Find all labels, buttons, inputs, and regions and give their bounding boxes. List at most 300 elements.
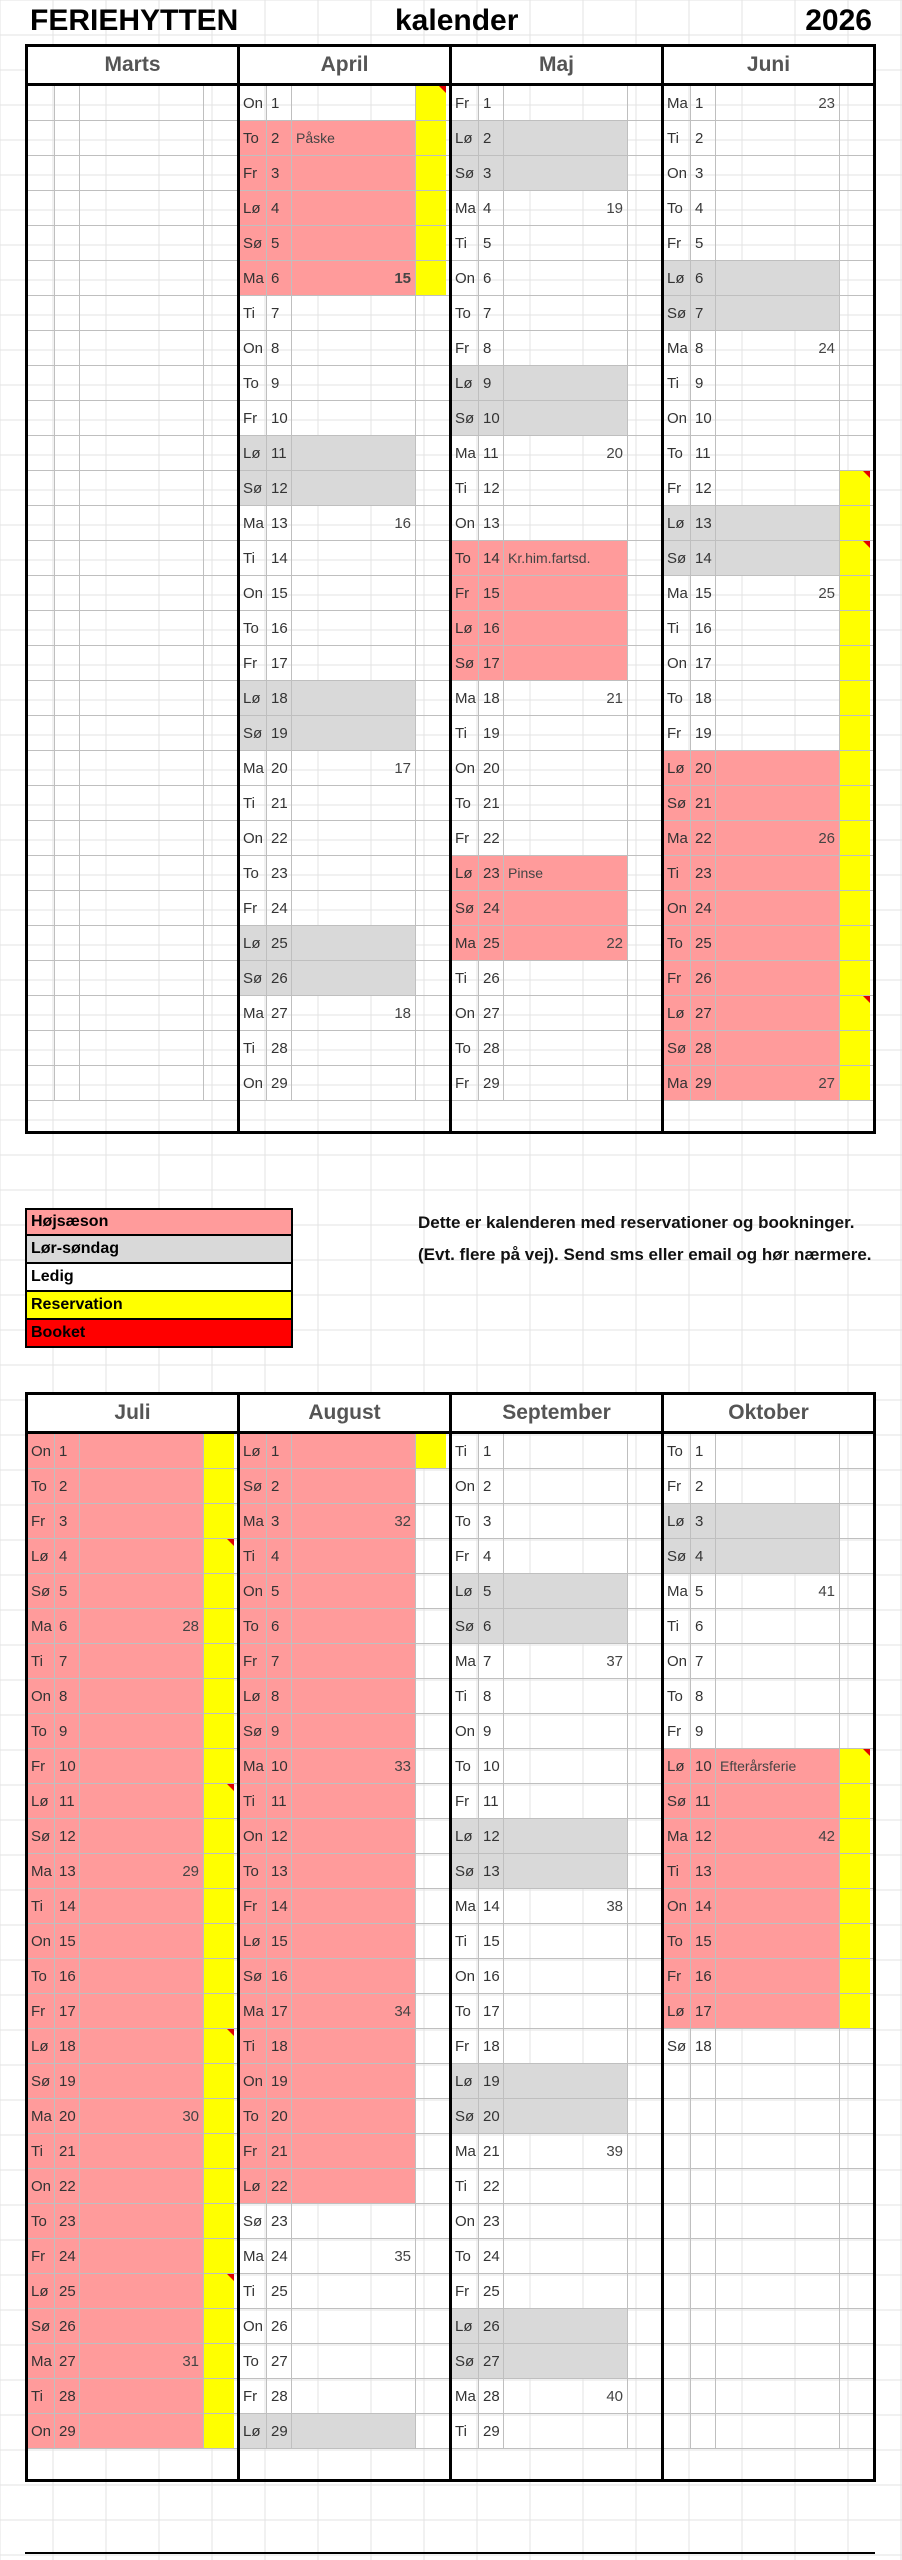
- day-row[interactable]: [240, 751, 449, 786]
- weekday-cell: On: [664, 646, 691, 680]
- day-row[interactable]: [452, 681, 661, 716]
- day-row[interactable]: [452, 961, 661, 996]
- reservation-cell: [416, 996, 446, 1030]
- day-row[interactable]: [664, 1434, 873, 1469]
- reservation-cell: [416, 366, 446, 400]
- day-row[interactable]: [664, 576, 873, 611]
- day-row[interactable]: [664, 296, 873, 331]
- day-row[interactable]: [28, 1749, 237, 1784]
- day-row[interactable]: [28, 1714, 237, 1749]
- day-row[interactable]: [28, 2169, 237, 2204]
- day-row[interactable]: [240, 1784, 449, 1819]
- weekday-cell: Lø: [240, 1434, 267, 1468]
- weekday-cell: On: [452, 751, 479, 785]
- day-number-cell: 10: [691, 401, 716, 435]
- day-row[interactable]: [240, 576, 449, 611]
- week-number: 22: [606, 934, 623, 952]
- day-info-cell: [292, 2379, 416, 2413]
- day-info-cell: [292, 366, 416, 400]
- weekday-cell: Sø: [452, 1854, 479, 1888]
- day-row[interactable]: [240, 331, 449, 366]
- day-row[interactable]: [28, 2239, 237, 2274]
- day-row[interactable]: [452, 2309, 661, 2344]
- day-row[interactable]: [452, 2169, 661, 2204]
- day-row[interactable]: [452, 1066, 661, 1101]
- day-row[interactable]: [28, 1889, 237, 1924]
- day-row[interactable]: [452, 541, 661, 576]
- day-row[interactable]: [240, 2379, 449, 2414]
- day-row[interactable]: [28, 2134, 237, 2169]
- weekday-cell: Sø: [664, 2029, 691, 2063]
- day-row[interactable]: [28, 2414, 237, 2449]
- day-row[interactable]: [664, 121, 873, 156]
- reservation-cell: [628, 366, 658, 400]
- day-row[interactable]: [452, 821, 661, 856]
- day-row[interactable]: [664, 86, 873, 121]
- day-row[interactable]: [28, 2309, 237, 2344]
- day-row[interactable]: [240, 261, 449, 296]
- reservation-cell: [416, 2169, 446, 2203]
- day-row[interactable]: [452, 751, 661, 786]
- day-row[interactable]: [240, 2344, 449, 2379]
- day-row[interactable]: [664, 541, 873, 576]
- day-row[interactable]: [240, 156, 449, 191]
- reservation-cell: [416, 1749, 446, 1783]
- day-row[interactable]: [452, 926, 661, 961]
- day-row[interactable]: [28, 1679, 237, 1714]
- day-row[interactable]: [240, 1469, 449, 1504]
- day-row[interactable]: [240, 716, 449, 751]
- weekday-cell: [664, 2134, 691, 2168]
- day-row[interactable]: [240, 961, 449, 996]
- reservation-cell: [628, 751, 658, 785]
- day-row[interactable]: [240, 226, 449, 261]
- weekday-cell: Sø: [452, 1609, 479, 1643]
- reservation-cell: [628, 1066, 658, 1100]
- day-row[interactable]: [240, 86, 449, 121]
- day-row[interactable]: [240, 996, 449, 1031]
- day-row[interactable]: [664, 891, 873, 926]
- day-row[interactable]: [240, 2169, 449, 2204]
- day-row[interactable]: [452, 716, 661, 751]
- day-row[interactable]: [664, 1574, 873, 1609]
- day-row[interactable]: [452, 1889, 661, 1924]
- day-info-cell: [292, 1504, 416, 1538]
- reservation-cell: [204, 926, 234, 960]
- day-row[interactable]: [28, 1469, 237, 1504]
- day-row[interactable]: [240, 1994, 449, 2029]
- day-row[interactable]: [240, 1924, 449, 1959]
- day-row[interactable]: [240, 1609, 449, 1644]
- weekday-cell: Fr: [240, 401, 267, 435]
- reservation-cell: [416, 926, 446, 960]
- day-info-cell: [292, 506, 416, 540]
- day-row[interactable]: [240, 856, 449, 891]
- day-row[interactable]: [664, 821, 873, 856]
- day-row[interactable]: [664, 366, 873, 401]
- day-row[interactable]: [240, 436, 449, 471]
- day-row[interactable]: [240, 1679, 449, 1714]
- day-row[interactable]: [240, 401, 449, 436]
- day-row[interactable]: [240, 1504, 449, 1539]
- day-row[interactable]: [452, 1644, 661, 1679]
- day-row[interactable]: [452, 2064, 661, 2099]
- weekday-cell: Ma: [452, 926, 479, 960]
- day-row[interactable]: [28, 1854, 237, 1889]
- day-row[interactable]: [240, 1749, 449, 1784]
- day-number-cell: 9: [55, 1714, 80, 1748]
- day-row[interactable]: [240, 2414, 449, 2449]
- day-row[interactable]: [664, 1889, 873, 1924]
- weekday-cell: Ti: [240, 2274, 267, 2308]
- day-row[interactable]: [240, 541, 449, 576]
- day-row[interactable]: [28, 2204, 237, 2239]
- empty-row: [664, 2309, 873, 2344]
- day-row[interactable]: [452, 2099, 661, 2134]
- day-row[interactable]: [452, 86, 661, 121]
- day-row[interactable]: [240, 2099, 449, 2134]
- day-row[interactable]: [664, 1819, 873, 1854]
- day-number-cell: 7: [267, 1644, 292, 1678]
- day-row[interactable]: [28, 1959, 237, 1994]
- day-row[interactable]: [28, 2379, 237, 2414]
- day-row[interactable]: [452, 611, 661, 646]
- day-row[interactable]: [664, 961, 873, 996]
- day-info-cell: [504, 401, 628, 435]
- day-info-cell: [504, 2134, 628, 2168]
- day-row[interactable]: [664, 611, 873, 646]
- day-row[interactable]: [452, 2274, 661, 2309]
- day-info-cell: [292, 541, 416, 575]
- day-row[interactable]: [664, 996, 873, 1031]
- day-number-cell: 15: [55, 1924, 80, 1958]
- day-row[interactable]: [452, 646, 661, 681]
- day-row[interactable]: [240, 2204, 449, 2239]
- day-row[interactable]: [664, 436, 873, 471]
- day-row[interactable]: [664, 1749, 873, 1784]
- day-row[interactable]: [452, 1539, 661, 1574]
- day-row[interactable]: [28, 2099, 237, 2134]
- weekday-cell: Lø: [452, 366, 479, 400]
- reservation-cell: [628, 121, 658, 155]
- week-number: 32: [394, 1512, 411, 1530]
- week-number: 18: [394, 1004, 411, 1022]
- day-row[interactable]: [664, 261, 873, 296]
- day-row[interactable]: [452, 1819, 661, 1854]
- month-column: [449, 86, 664, 1134]
- week-number: 20: [606, 444, 623, 462]
- day-row[interactable]: [452, 1679, 661, 1714]
- day-row[interactable]: [240, 1644, 449, 1679]
- day-row[interactable]: [452, 2379, 661, 2414]
- day-row[interactable]: [240, 1539, 449, 1574]
- day-row[interactable]: [240, 611, 449, 646]
- day-row[interactable]: [452, 1609, 661, 1644]
- day-number-cell: 10: [267, 1749, 292, 1783]
- reservation-cell: [416, 506, 446, 540]
- day-row[interactable]: [28, 1819, 237, 1854]
- day-row[interactable]: [664, 191, 873, 226]
- day-number-cell: 17: [267, 1994, 292, 2028]
- weekday-cell: To: [452, 296, 479, 330]
- day-row[interactable]: [28, 1609, 237, 1644]
- day-number-cell: [55, 331, 80, 365]
- reservation-cell: [416, 2134, 446, 2168]
- weekday-cell: [28, 401, 55, 435]
- day-row[interactable]: [452, 401, 661, 436]
- day-row[interactable]: [240, 2309, 449, 2344]
- day-row[interactable]: [452, 996, 661, 1031]
- day-row[interactable]: [28, 1434, 237, 1469]
- day-row[interactable]: [28, 1784, 237, 1819]
- day-row[interactable]: [664, 786, 873, 821]
- day-row[interactable]: [452, 261, 661, 296]
- weekday-cell: To: [452, 1749, 479, 1783]
- day-info-cell: [504, 821, 628, 855]
- day-row[interactable]: [28, 2064, 237, 2099]
- weekday-cell: Sø: [452, 401, 479, 435]
- weekday-cell: Fr: [664, 471, 691, 505]
- day-info-cell: [716, 86, 840, 120]
- day-row[interactable]: [240, 2029, 449, 2064]
- day-row[interactable]: [452, 891, 661, 926]
- day-info-cell: [292, 436, 416, 470]
- day-row[interactable]: [452, 1469, 661, 1504]
- weekday-cell: Ti: [664, 856, 691, 890]
- reservation-cell: [628, 996, 658, 1030]
- day-row[interactable]: [664, 856, 873, 891]
- day-number-cell: 8: [691, 331, 716, 365]
- day-row[interactable]: [240, 1959, 449, 1994]
- reservation-cell: [840, 1469, 870, 1503]
- week-number: 23: [818, 94, 835, 112]
- day-row[interactable]: [452, 506, 661, 541]
- day-row[interactable]: [28, 1574, 237, 1609]
- reservation-cell: [628, 2309, 658, 2343]
- day-row[interactable]: [452, 2134, 661, 2169]
- day-row[interactable]: [240, 2239, 449, 2274]
- day-row[interactable]: [664, 1609, 873, 1644]
- day-row[interactable]: [664, 1924, 873, 1959]
- weekday-cell: On: [452, 1959, 479, 1993]
- day-row[interactable]: [664, 1469, 873, 1504]
- day-row[interactable]: [240, 926, 449, 961]
- day-row[interactable]: [452, 856, 661, 891]
- day-number-cell: 17: [479, 646, 504, 680]
- day-number-cell: 24: [479, 2239, 504, 2273]
- day-row[interactable]: [452, 786, 661, 821]
- day-row[interactable]: [28, 1539, 237, 1574]
- weekday-cell: To: [452, 1031, 479, 1065]
- day-row[interactable]: [664, 506, 873, 541]
- day-row[interactable]: [240, 296, 449, 331]
- day-row[interactable]: [240, 891, 449, 926]
- day-row[interactable]: [664, 471, 873, 506]
- day-number-cell: 15: [691, 1924, 716, 1958]
- day-row[interactable]: [452, 2204, 661, 2239]
- day-row[interactable]: [452, 2239, 661, 2274]
- day-row[interactable]: [452, 2029, 661, 2064]
- day-info-cell: [716, 2134, 840, 2168]
- empty-row: [28, 506, 237, 541]
- day-row[interactable]: [452, 1959, 661, 1994]
- day-row[interactable]: [664, 1504, 873, 1539]
- week-number: 38: [606, 1897, 623, 1915]
- reservation-cell: [204, 681, 234, 715]
- day-row[interactable]: [664, 926, 873, 961]
- day-number-cell: 15: [267, 576, 292, 610]
- day-row[interactable]: [28, 1504, 237, 1539]
- day-row[interactable]: [240, 1574, 449, 1609]
- day-number-cell: [691, 2274, 716, 2308]
- reservation-cell: [840, 2239, 870, 2273]
- day-row[interactable]: [664, 1066, 873, 1101]
- weekday-cell: [664, 2309, 691, 2343]
- day-info-cell: [716, 716, 840, 750]
- day-row[interactable]: [28, 1644, 237, 1679]
- day-row[interactable]: [240, 681, 449, 716]
- reservation-cell: [628, 2414, 658, 2448]
- day-row[interactable]: [240, 191, 449, 226]
- reservation-cell: [416, 2064, 446, 2098]
- day-row[interactable]: [240, 1031, 449, 1066]
- reservation-cell: [628, 2239, 658, 2273]
- day-row[interactable]: [452, 1031, 661, 1066]
- day-row[interactable]: [664, 716, 873, 751]
- day-row[interactable]: [240, 2134, 449, 2169]
- day-row[interactable]: [240, 121, 449, 156]
- day-row[interactable]: [240, 471, 449, 506]
- day-info-cell: [292, 296, 416, 330]
- day-info-cell: [716, 2064, 840, 2098]
- year-label: 2026: [805, 4, 872, 37]
- day-row[interactable]: [452, 1854, 661, 1889]
- day-row[interactable]: [452, 1994, 661, 2029]
- day-row[interactable]: [664, 1784, 873, 1819]
- day-number-cell: 8: [479, 1679, 504, 1713]
- day-row[interactable]: [664, 331, 873, 366]
- day-row[interactable]: [452, 2344, 661, 2379]
- day-row[interactable]: [240, 366, 449, 401]
- day-number-cell: 22: [55, 2169, 80, 2203]
- day-row[interactable]: [240, 1889, 449, 1924]
- weekday-cell: Lø: [664, 751, 691, 785]
- day-row[interactable]: [452, 1714, 661, 1749]
- day-number-cell: 12: [267, 471, 292, 505]
- day-row[interactable]: [664, 401, 873, 436]
- day-info-cell: [292, 1031, 416, 1065]
- day-info-cell: [504, 611, 628, 645]
- day-row[interactable]: [240, 646, 449, 681]
- day-row[interactable]: [664, 1679, 873, 1714]
- day-number-cell: 1: [267, 86, 292, 120]
- day-row[interactable]: [452, 2414, 661, 2449]
- day-row[interactable]: [452, 331, 661, 366]
- day-info-cell: [292, 2099, 416, 2133]
- day-row[interactable]: [452, 576, 661, 611]
- day-row[interactable]: [452, 191, 661, 226]
- day-row[interactable]: [240, 821, 449, 856]
- day-row[interactable]: [664, 1994, 873, 2029]
- day-row[interactable]: [452, 226, 661, 261]
- day-row[interactable]: [664, 1031, 873, 1066]
- day-row[interactable]: [664, 1539, 873, 1574]
- day-row[interactable]: [240, 2064, 449, 2099]
- reservation-cell: [416, 2029, 446, 2063]
- weekday-cell: Ti: [28, 2134, 55, 2168]
- day-row[interactable]: [240, 1714, 449, 1749]
- day-number-cell: 29: [691, 1066, 716, 1100]
- day-row[interactable]: [28, 2029, 237, 2064]
- weekday-cell: On: [28, 1679, 55, 1713]
- day-row[interactable]: [452, 296, 661, 331]
- day-row[interactable]: [664, 2029, 873, 2064]
- day-row[interactable]: [664, 681, 873, 716]
- day-row[interactable]: [240, 2274, 449, 2309]
- day-row[interactable]: [452, 1749, 661, 1784]
- day-row[interactable]: [452, 1924, 661, 1959]
- day-row[interactable]: [452, 1434, 661, 1469]
- day-row[interactable]: [664, 1644, 873, 1679]
- day-row[interactable]: [28, 1924, 237, 1959]
- day-info-cell: [80, 1784, 204, 1818]
- day-row[interactable]: [240, 1434, 449, 1469]
- empty-row: [28, 331, 237, 366]
- day-row[interactable]: [240, 786, 449, 821]
- day-row[interactable]: [452, 366, 661, 401]
- day-info-cell: [80, 2064, 204, 2098]
- day-info-cell: [716, 611, 840, 645]
- day-row[interactable]: [452, 471, 661, 506]
- day-number-cell: 27: [55, 2344, 80, 2378]
- day-row[interactable]: [28, 1994, 237, 2029]
- day-info-cell: [80, 1959, 204, 1993]
- day-row[interactable]: [452, 121, 661, 156]
- day-info-cell: [504, 2309, 628, 2343]
- day-note: Påske: [296, 130, 335, 146]
- day-number-cell: [55, 226, 80, 260]
- day-row[interactable]: [452, 436, 661, 471]
- day-number-cell: 4: [55, 1539, 80, 1573]
- day-number-cell: [55, 821, 80, 855]
- day-info-cell: [292, 821, 416, 855]
- day-info-cell: [292, 576, 416, 610]
- day-row[interactable]: [452, 156, 661, 191]
- day-row[interactable]: [452, 1504, 661, 1539]
- day-row[interactable]: [664, 646, 873, 681]
- day-row[interactable]: [664, 1854, 873, 1889]
- reservation-cell: [204, 716, 234, 750]
- reservation-cell: [204, 1994, 234, 2028]
- day-row[interactable]: [452, 1574, 661, 1609]
- day-info-cell: [80, 86, 204, 120]
- day-row[interactable]: [240, 506, 449, 541]
- empty-row: [664, 2344, 873, 2379]
- day-row[interactable]: [664, 156, 873, 191]
- day-row[interactable]: [452, 1784, 661, 1819]
- day-row[interactable]: [240, 1854, 449, 1889]
- reservation-cell: [628, 1784, 658, 1818]
- day-row[interactable]: [240, 1819, 449, 1854]
- day-row[interactable]: [664, 1959, 873, 1994]
- reservation-cell: [204, 996, 234, 1030]
- day-row[interactable]: [664, 751, 873, 786]
- day-row[interactable]: [240, 1066, 449, 1101]
- day-row[interactable]: [664, 226, 873, 261]
- day-row[interactable]: [664, 1714, 873, 1749]
- day-row[interactable]: [28, 2344, 237, 2379]
- day-row[interactable]: [28, 2274, 237, 2309]
